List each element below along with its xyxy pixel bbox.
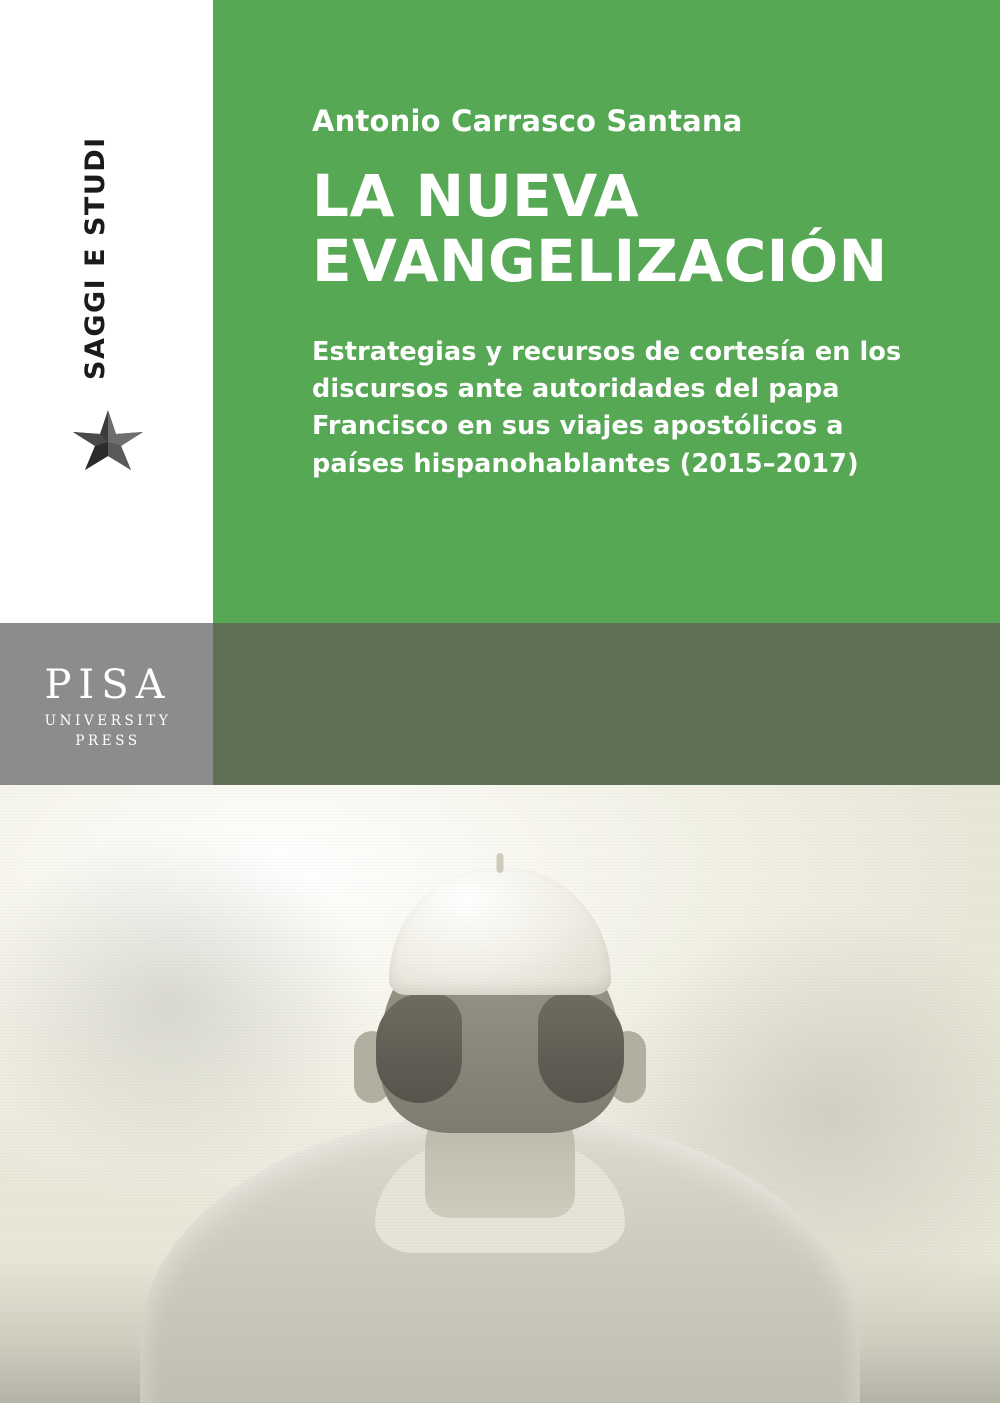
- page-title: LA NUEVA EVANGELIZACIÓN: [312, 162, 888, 295]
- figure-hair-left: [376, 993, 462, 1103]
- title-block: [312, 104, 912, 483]
- publisher-logo: [28, 662, 188, 752]
- cover-top-area: [0, 0, 1000, 623]
- publisher-band: [0, 623, 1000, 785]
- series-label-text: SAGGI E STUDI: [80, 136, 111, 380]
- cover-photograph: [0, 785, 1000, 1403]
- publisher-line3: PRESS: [75, 733, 141, 750]
- photo-haze-left: [0, 825, 380, 1185]
- publisher-name: PISA: [44, 662, 172, 708]
- publisher-line2: UNIVERSITY: [44, 713, 172, 729]
- author-name: Antonio Carrasco Santana: [312, 104, 743, 138]
- series-label: [70, 110, 120, 390]
- zucchetto-tip: [497, 853, 504, 873]
- star-icon: [73, 410, 143, 480]
- subtitle: Estrategias y recursos de cortesía en los discursos ante autoridades del papa Francisco en sus viajes apostólicos a países hispanohablantes (2015–2017): [312, 336, 902, 479]
- figure-hair-right: [538, 993, 624, 1103]
